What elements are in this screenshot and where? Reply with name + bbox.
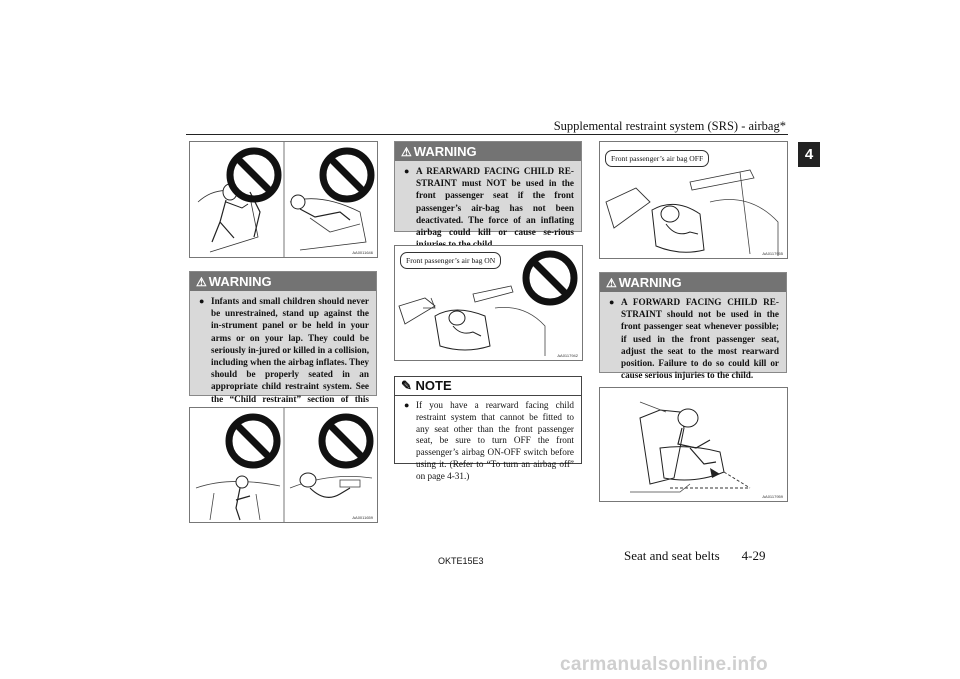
prohibition-icon	[229, 417, 277, 465]
image-code: AA0117959	[762, 494, 783, 499]
warning-triangle-icon: ⚠	[401, 145, 412, 159]
note-box	[394, 376, 582, 481]
prohibition-icon	[322, 417, 370, 465]
footer-page-info	[624, 548, 766, 564]
warning-header	[600, 273, 786, 292]
image-code: AA0117942	[557, 353, 578, 358]
note-title: NOTE	[415, 378, 452, 393]
prohibition-icon	[230, 151, 278, 199]
illustration-drawing	[190, 408, 377, 522]
warning-box-unrestrained	[189, 271, 377, 404]
note-icon: ✎	[401, 378, 416, 393]
bullet-icon: ●	[609, 297, 615, 307]
illustration-drawing	[600, 388, 787, 501]
warning-title: WARNING	[413, 144, 477, 159]
watermark: carmanualsonline.info	[560, 654, 768, 675]
illustration-drawing	[190, 142, 377, 257]
warning-header	[395, 142, 581, 161]
warning-box-rearward	[394, 141, 582, 238]
footer-section-title: Seat and seat belts	[624, 548, 720, 563]
illustration-airbag-on	[394, 245, 583, 361]
warning-triangle-icon: ⚠	[196, 275, 207, 289]
warning-header	[190, 272, 376, 291]
note-body	[395, 396, 581, 487]
callout-airbag-on: Front passenger’s air bag ON	[400, 252, 501, 269]
illustration-forward-seat	[599, 387, 788, 502]
page-header-title: Supplemental restraint system (SRS) - airbag*	[553, 119, 786, 133]
section-tab: 4	[798, 142, 820, 167]
illustration-unrestrained-children	[189, 141, 378, 258]
warning-body	[190, 291, 376, 421]
warning-body	[395, 161, 581, 254]
illustration-children-standing	[189, 407, 378, 523]
warning-text: A FORWARD FACING CHILD RE-STRAINT should not be used in the front passenger seat whenever possible; if used in the front passenger seat, adjust the seat to the most rearward position. Failure to do so could kill or cause serious injuries to the child.	[621, 297, 779, 381]
warning-box-forward	[599, 272, 787, 381]
prohibition-icon	[323, 151, 371, 199]
image-code: AA0011646	[352, 250, 373, 255]
bullet-icon: ●	[404, 400, 410, 410]
footer-page-number: 4-29	[741, 548, 766, 563]
callout-airbag-off: Front passenger’s air bag OFF	[605, 150, 709, 167]
warning-title: WARNING	[618, 275, 682, 290]
image-code: AA0011659	[352, 515, 373, 520]
warning-text: Infants and small children should never be unrestrained, stand up against the in-strument panel or be held in your arms or on your lap. They could be seriously in-jured or killed in a collision, including when the airbag inflates. They should be properly seated in an appropriate child restraint system. See the “Child restraint” section of this	[211, 296, 369, 404]
warning-body	[600, 292, 786, 385]
note-header	[395, 377, 581, 396]
illustration-airbag-off	[599, 141, 788, 259]
warning-triangle-icon: ⚠	[606, 276, 617, 290]
bullet-icon: ●	[199, 296, 205, 306]
bullet-icon: ●	[404, 166, 410, 176]
header-rule	[186, 134, 788, 135]
warning-text: A REARWARD FACING CHILD RE-STRAINT must NOT be used in the front passenger seat if the front passenger’s air-bag has not been deactivated. The force of an inflating airbag could kill or cause se-rious	[416, 166, 574, 238]
note-text: If you have a rearward facing child restraint system that cannot be fitted to any seat other than the front passenger seat, be sure to turn OFF the front passenger’s airbag ON-OFF switch before using it. (Refer to “To turn an airbag off” on page 4-31.)	[416, 400, 574, 481]
image-code: AA0117955	[762, 251, 783, 256]
warning-title: WARNING	[208, 274, 272, 289]
footer-document-code: OKTE15E3	[438, 556, 484, 566]
prohibition-icon	[526, 254, 574, 302]
